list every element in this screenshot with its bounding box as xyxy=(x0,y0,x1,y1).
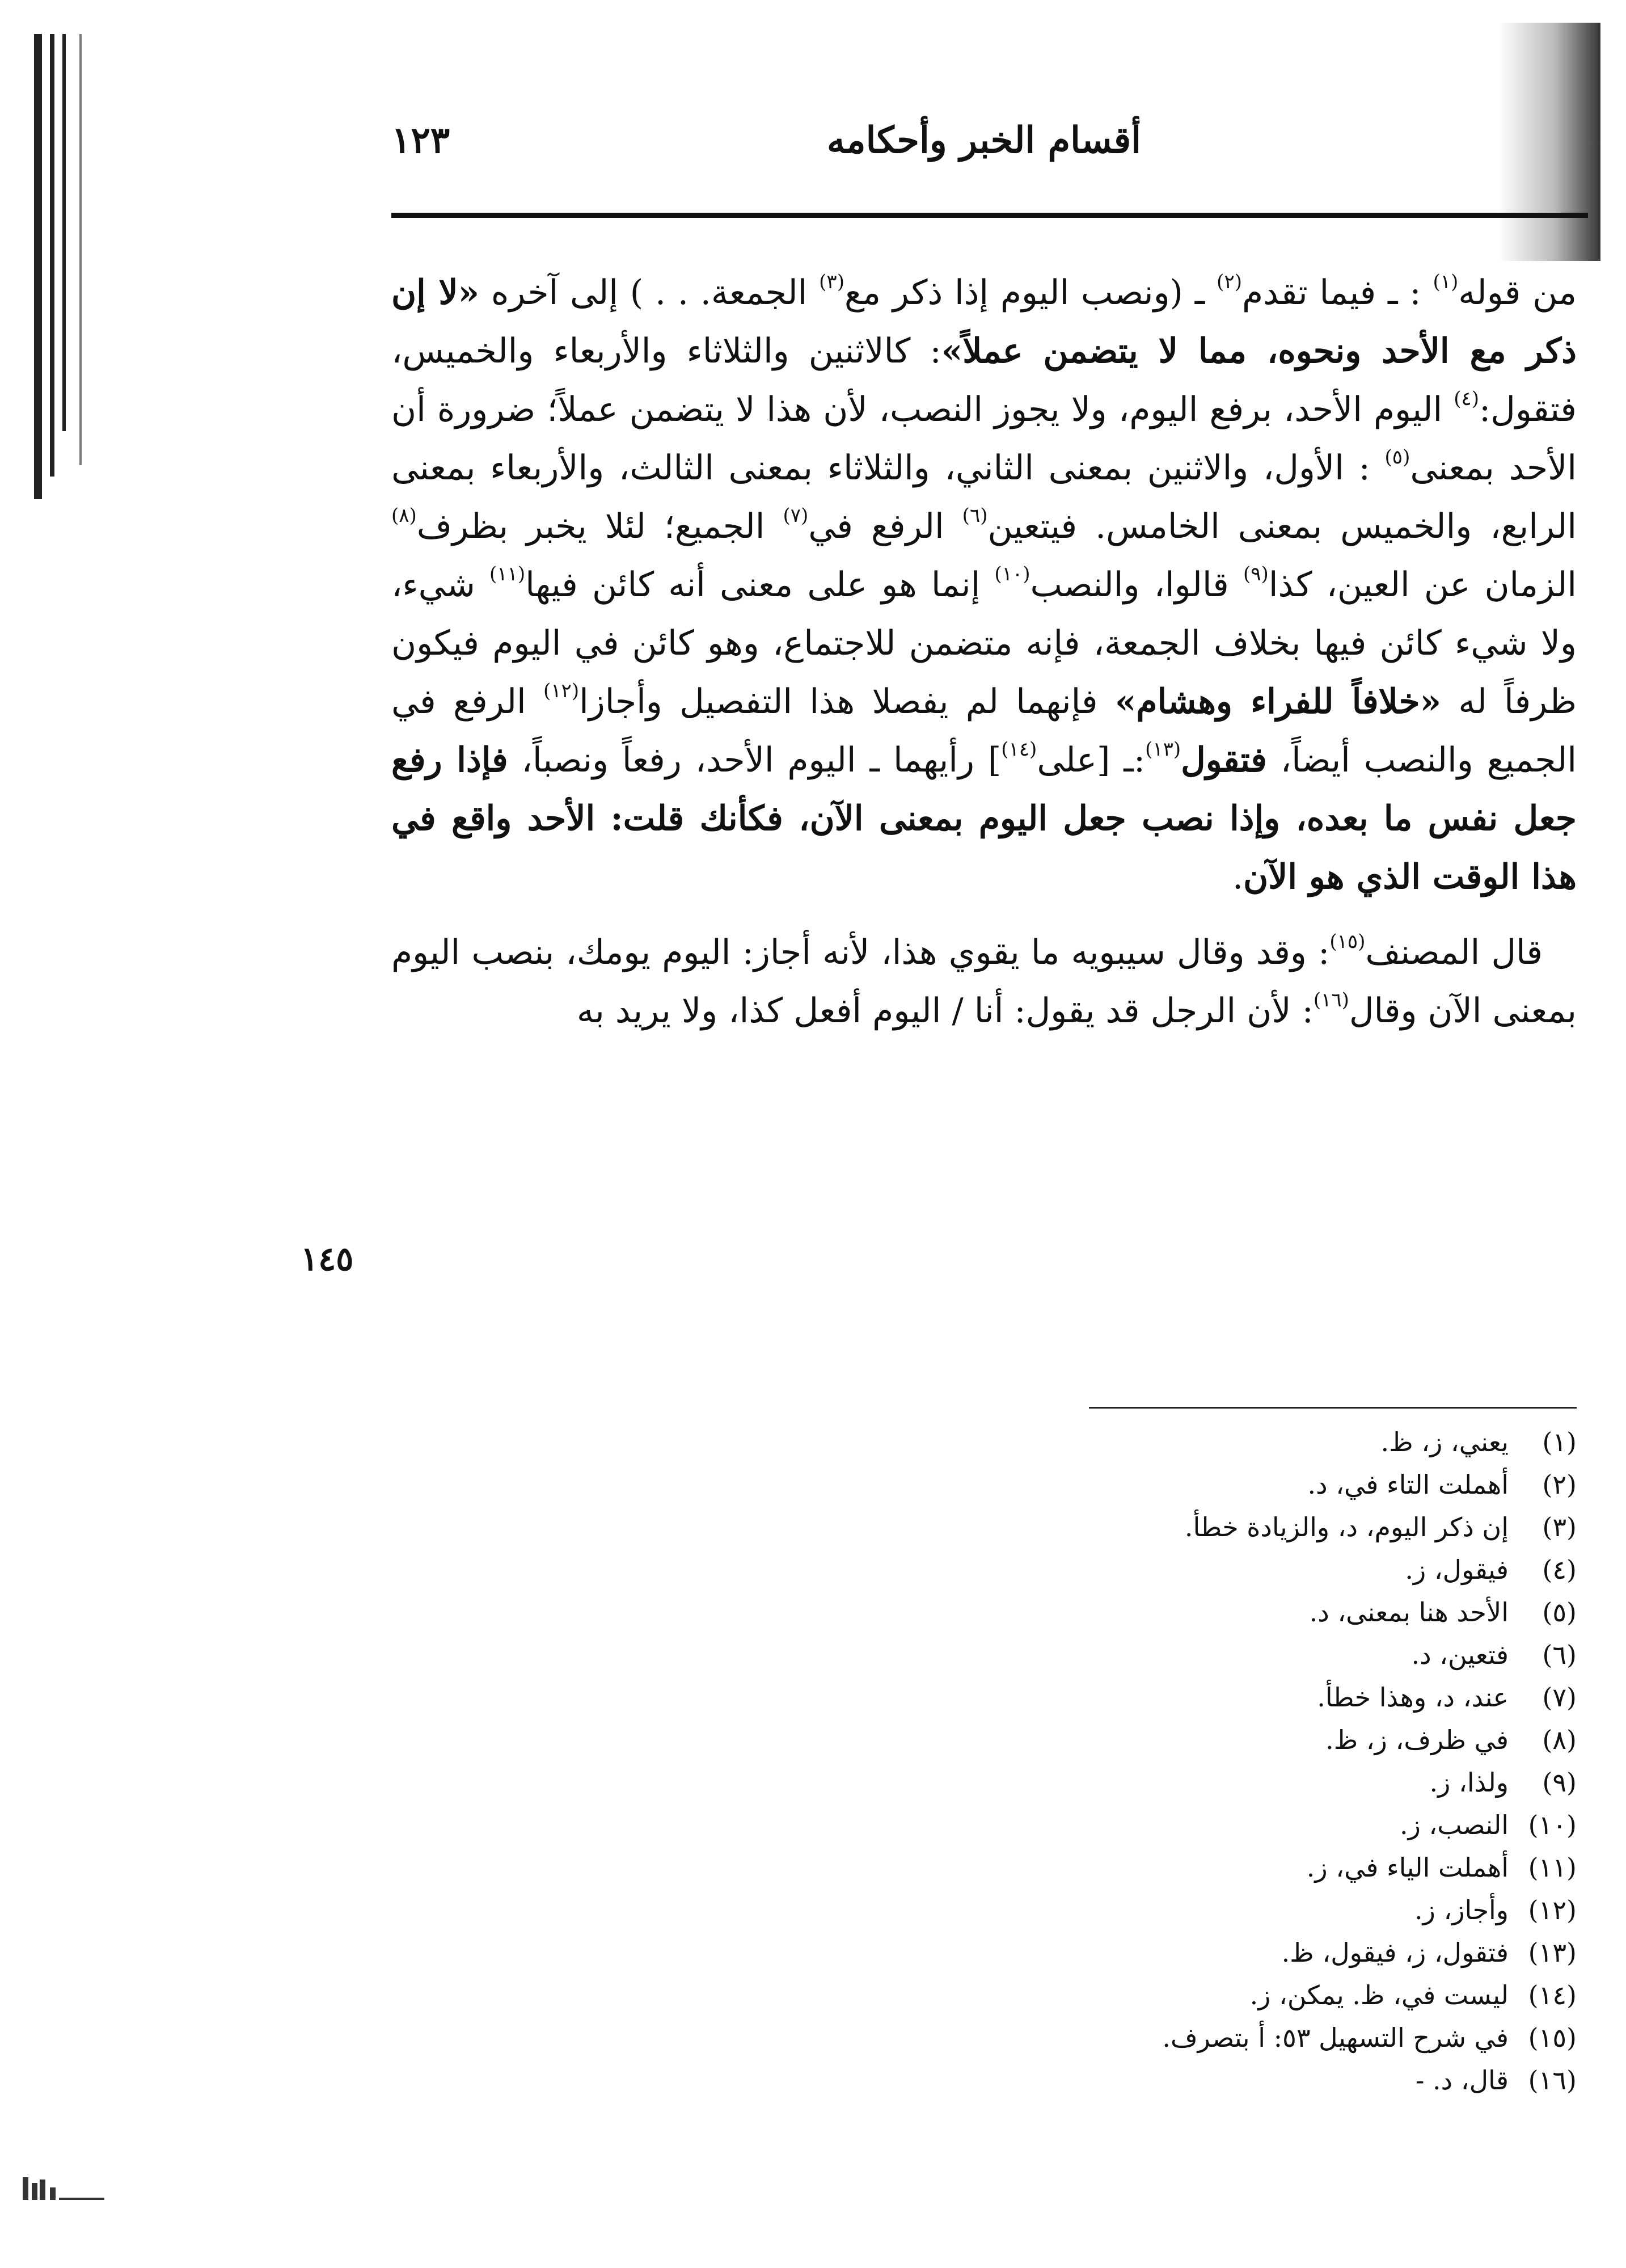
quoted-matn: «خلافاً للفراء وهشام» xyxy=(1114,682,1442,722)
text-run: اليوم الأحد، برفع اليوم، ولا يجوز النصب، لأن هذا لا يتضمن عملاً؛ ضرورة أن الأحد بمعنى xyxy=(391,390,1577,488)
text-run: : لأن الرجل قد يقول: أنا / اليوم أفعل كذا، ولا يريد به xyxy=(576,991,1314,1031)
footnote-number: (١٠) xyxy=(1528,1810,1577,1840)
footnote-number: (٨) xyxy=(1542,1725,1577,1755)
footnotes-list xyxy=(391,1421,1577,2102)
footnote-text: ليست في، ظ. يمكن، ز. xyxy=(1249,1980,1509,2010)
footnote xyxy=(391,1676,1577,1719)
footnote-ref: (٥) xyxy=(1384,446,1410,469)
footnote-text: قال، د. - xyxy=(1415,2065,1509,2096)
footnote-ref: (١٤) xyxy=(1001,738,1037,761)
footnote xyxy=(391,1847,1577,1889)
footnote-number: (٢) xyxy=(1542,1469,1577,1500)
footnote xyxy=(391,1761,1577,1804)
footnote xyxy=(391,1974,1577,2017)
text-run: الجمعة. . . ) إلى آخره xyxy=(479,273,820,313)
footnote-text: يعني، ز، ظ. xyxy=(1380,1427,1509,1457)
footnote-ref: (٦) xyxy=(962,504,988,527)
running-header xyxy=(391,113,1577,199)
footnote-ref: (١٦) xyxy=(1313,989,1349,1011)
text-run: . xyxy=(1232,857,1244,897)
footnote-number: (١٥) xyxy=(1528,2022,1577,2053)
footnote xyxy=(391,1889,1577,1932)
footnote-ref: (١) xyxy=(1433,271,1459,293)
footnote-text: إن ذكر اليوم، د، والزيادة خطأ. xyxy=(1184,1512,1509,1542)
header-rule xyxy=(391,213,1588,218)
footnote xyxy=(391,1464,1577,1506)
footnote-text: وأجاز، ز. xyxy=(1414,1895,1509,1925)
footnote-text: أهملت التاء في، د. xyxy=(1307,1469,1509,1500)
paragraph xyxy=(391,264,1577,907)
footnote xyxy=(391,2017,1577,2059)
footnote-ref: (٢) xyxy=(1217,271,1242,293)
footnote xyxy=(391,1932,1577,1974)
text-run: قالوا، والنصب xyxy=(1030,565,1244,605)
text-run: ] رأيهما ـ اليوم الأحد، رفعاً ونصباً، xyxy=(508,740,1002,780)
quoted-matn: فتقول xyxy=(1181,740,1267,780)
text-run: الجميع؛ لئلا يخبر بظرف xyxy=(416,507,783,546)
running-title: أقسام الخبر وأحكامه xyxy=(826,119,1142,162)
footnote-separator xyxy=(1089,1407,1577,1409)
footnote-text: النصب، ز. xyxy=(1399,1810,1509,1840)
footnote-number: (٤) xyxy=(1542,1554,1577,1585)
text-run: قال المصنف xyxy=(1365,933,1543,972)
footnote-number: (٦) xyxy=(1542,1639,1577,1670)
footnote-ref: (٣) xyxy=(819,271,844,293)
footnote-ref: (١٢) xyxy=(543,680,580,702)
page-number: ١٢٣ xyxy=(391,119,450,162)
footnote-number: (٧) xyxy=(1542,1682,1577,1713)
text-run: : ـ فيما تقدم xyxy=(1241,273,1433,313)
text-run: إنما هو على معنى أنه كائن فيها xyxy=(525,565,995,605)
quoted-matn: «لا إن ذكر مع الأحد ونحوه، مما لا يتضمن عملاً» xyxy=(391,273,1577,371)
footnote-number: (١١) xyxy=(1528,1852,1577,1883)
text-run: :ـ [على xyxy=(1037,740,1146,780)
footnote xyxy=(391,1549,1577,1591)
footnote xyxy=(391,1591,1577,1634)
footnote-text: ولذا، ز. xyxy=(1429,1767,1509,1798)
book-page xyxy=(391,113,1577,2096)
footnote-ref: (٨) xyxy=(391,504,417,527)
quoted-matn: فإذا رفع جعل نفس ما بعده، وإذا نصب جعل اليوم بمعنى الآن، فكأنك قلت: الأحد واقع في هذا الوقت الذي هو الآن xyxy=(391,740,1577,897)
footnote-number: (١٦) xyxy=(1528,2065,1577,2096)
text-run: الرفع في الجميع والنصب أيضاً، xyxy=(391,682,1577,780)
text-run: ـ (ونصب اليوم إذا ذكر مع xyxy=(844,273,1217,313)
original-page-marker: ١٤٥ xyxy=(301,1240,354,1278)
footnote-number: (٩) xyxy=(1542,1767,1577,1798)
footnote-text: في ظرف، ز، ظ. xyxy=(1325,1725,1509,1755)
footnote-number: (١٢) xyxy=(1528,1895,1577,1925)
footnote-ref: (٤) xyxy=(1454,387,1480,410)
footnote xyxy=(391,1719,1577,1761)
footnote-text: فيقول، ز. xyxy=(1405,1554,1509,1585)
scan-binding-edge xyxy=(23,34,91,499)
footnote-text: فتعين، د. xyxy=(1411,1639,1509,1670)
footnote-text: عند، د، وهذا خطأ. xyxy=(1317,1682,1509,1713)
text-run: الزمان عن العين، كذا xyxy=(1268,565,1577,605)
footnote-ref: (١٣) xyxy=(1145,738,1181,761)
footnote-text: الأحد هنا بمعنى، د. xyxy=(1309,1597,1509,1628)
footnote-ref: (٩) xyxy=(1243,563,1269,585)
footnote-number: (١) xyxy=(1542,1427,1577,1457)
footnote-ref: (١٥) xyxy=(1329,930,1366,953)
text-run: شيء، ولا شيء كائن فيها بخلاف الجمعة، فإنه متضمن للاجتماع، وهو كائن في اليوم فيكون ظرفاً له xyxy=(391,565,1577,722)
footnote-number: (٥) xyxy=(1542,1597,1577,1628)
footnote xyxy=(391,2059,1577,2102)
footnote-ref: (١٠) xyxy=(994,563,1030,585)
text-run: : وقد وقال سيبويه ما يقوي هذا، لأنه أجاز: اليوم يومك، بنصب اليوم بمعنى الآن وقال xyxy=(391,933,1577,1031)
scan-smudge xyxy=(23,2177,113,2200)
main-text xyxy=(391,264,1577,1040)
footnote xyxy=(391,1804,1577,1847)
paragraph xyxy=(391,924,1577,1040)
footnote xyxy=(391,1506,1577,1549)
footnote-text: أهملت الياء في، ز. xyxy=(1306,1852,1509,1883)
text-run: من قوله xyxy=(1458,273,1577,313)
footnote-text: في شرح التسهيل ٥٣: أ بتصرف. xyxy=(1162,2022,1509,2053)
text-run: : الأول، والاثنين بمعنى الثاني، والثلاثاء بمعنى الثالث، والأربعاء بمعنى الرابع، والخميس بمعنى الخامس. فيتعين xyxy=(391,448,1577,546)
footnote xyxy=(391,1634,1577,1676)
footnote-text: فتقول، ز، فيقول، ظ. xyxy=(1281,1937,1509,1968)
footnote-number: (١٣) xyxy=(1528,1937,1577,1968)
footnote-ref: (٧) xyxy=(783,504,809,527)
footnote xyxy=(391,1421,1577,1464)
text-run: : كالاثنين والثلاثاء والأربعاء والخميس، فتقول: xyxy=(391,331,1577,429)
text-run: الرفع في xyxy=(808,507,962,546)
footnote-number: (١٤) xyxy=(1528,1980,1577,2010)
footnote-ref: (١١) xyxy=(489,563,526,585)
footnote-number: (٣) xyxy=(1542,1512,1577,1542)
text-run: فإنهما لم يفصلا هذا التفصيل وأجازا xyxy=(579,682,1115,722)
